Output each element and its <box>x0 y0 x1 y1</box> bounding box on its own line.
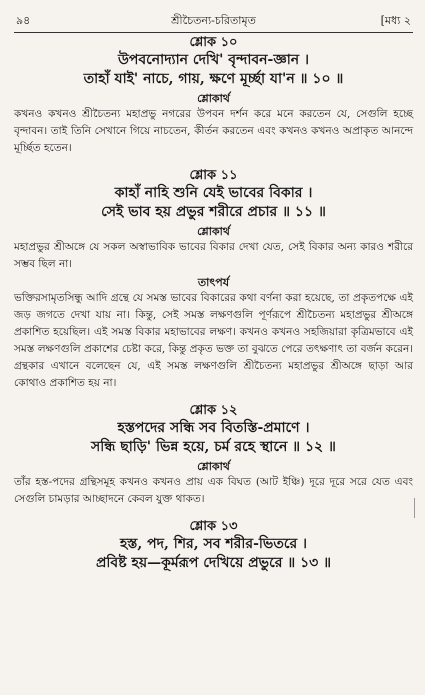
spacer <box>14 392 413 402</box>
verse-line: সন্ধি ছাড়ি' ভিন্ন হয়ে, চর্ম রহে স্থানে ॥ ১২ ॥ <box>91 439 336 455</box>
section-heading: তাৎপর্য <box>197 276 230 289</box>
verse-line: কাহাঁ নাহি শুনি যেই ভাবের বিকার । <box>114 185 313 201</box>
paragraph: কখনও কখনও শ্রীচৈতন্য মহাপ্রভু নগরের উপবন দর্শন করে মনে করতেন যে, সেগুলি হচ্ছে বৃন্দাবন। তাই তিনি সেখানে গিয়ে নাচতেন, কীর্তন করতেন এবং কখনও কখনও অপ্রাকৃত আনন্দে মূর্চ্ছিত হতেন। <box>14 108 413 154</box>
section-heading: শ্লোকার্থ <box>197 460 230 473</box>
spacer <box>14 157 413 167</box>
paragraph: তাঁর হস্ত-পদের গ্রন্থিসমূহ কখনও কখনও প্রায় এক বিঘত (আট ইঞ্চি) দূরে দূরে সরে যেত এবং সেগুলি চামড়ার আচ্ছাদনে কেবল যুক্ত থাকত। <box>14 476 413 505</box>
verse-line: তাহাঁ যাই' নাচে, গায়, ক্ষণে মূর্চ্ছা যা'ন ॥ ১০ ॥ <box>83 71 344 87</box>
verse-number: শ্লোক ১১ <box>189 168 238 183</box>
verse-number: শ্লোক ১০ <box>189 35 238 50</box>
section-label: [মধ্য ২ <box>380 14 411 27</box>
verse-line: উপবনোদ্যান দেখি' বৃন্দাবন-জ্ঞান । <box>117 52 310 68</box>
page-number: ৯৪ <box>16 14 31 27</box>
verse-line: হস্ত, পদ, শির, সব শরীর-ভিতরে । <box>119 536 308 552</box>
section-heading: শ্লোকার্থ <box>197 92 230 105</box>
spacer <box>14 508 413 518</box>
paragraph: ভক্তিরসামৃতসিন্ধু আদি গ্রন্থে যে সমস্ত ভাবের বিকারের কথা বর্ণনা করা হয়েছে, তা প্রকৃতপক্ষে এই জড় জগতে দেখা যায় না। কিন্তু, সেই সমস্ত লক্ষণগুলি পূর্ণরূপে শ্রীচৈতন্য মহাপ্রভুর শ্রীঅঙ্গে প্রকাশিত হয়েছিল। এই সমস্ত বিকার মহাভাবের লক্ষণ। কখনও কখনও সহজিয়ারা কৃত্রিমভাবে এই সমস্ত লক্ষণগুলি প্রকাশের চেষ্টা করে, কিন্তু প্রকৃত ভক্ত তা বুঝতে পেরে তৎক্ষণাৎ তা বর্জন করেন। গ্রন্থকার এখানে বলেছেন যে, এই সমস্ত লক্ষণগুলি শ্রীচৈতন্য মহাপ্রভুর শ্রীঅঙ্গে ছাড়া আর কোথাও প্রকাশিত হয় না। <box>14 292 413 389</box>
header-rule <box>14 32 413 33</box>
margin-mark <box>414 498 415 518</box>
running-header <box>14 0 413 34</box>
verse-line: প্রবিষ্ট হয়—কূর্মরূপ দেখিয়ে প্রভুরে ॥ ১৩ ॥ <box>95 555 332 571</box>
page-content <box>14 34 413 573</box>
verse-line: হস্তপদের সন্ধি সব বিতস্তি-প্রমাণে । <box>117 420 310 436</box>
book-title: শ্রীচৈতন্য-চরিতামৃত <box>171 14 256 27</box>
verse-number: শ্লোক ১২ <box>189 403 238 418</box>
paragraph: মহাপ্রভুর শ্রীঅঙ্গে যে সকল অস্বাভাবিক ভাবের বিকার দেখা যেত, সেই বিকার অন্য কারও শরীরে সম্ভব ছিল না। <box>14 241 413 270</box>
verse-line: সেই ভাব হয় প্রভুর শরীরে প্রচার ॥ ১১ ॥ <box>101 204 326 220</box>
verse-number: শ্লোক ১৩ <box>189 519 238 534</box>
section-heading: শ্লোকার্থ <box>197 225 230 238</box>
